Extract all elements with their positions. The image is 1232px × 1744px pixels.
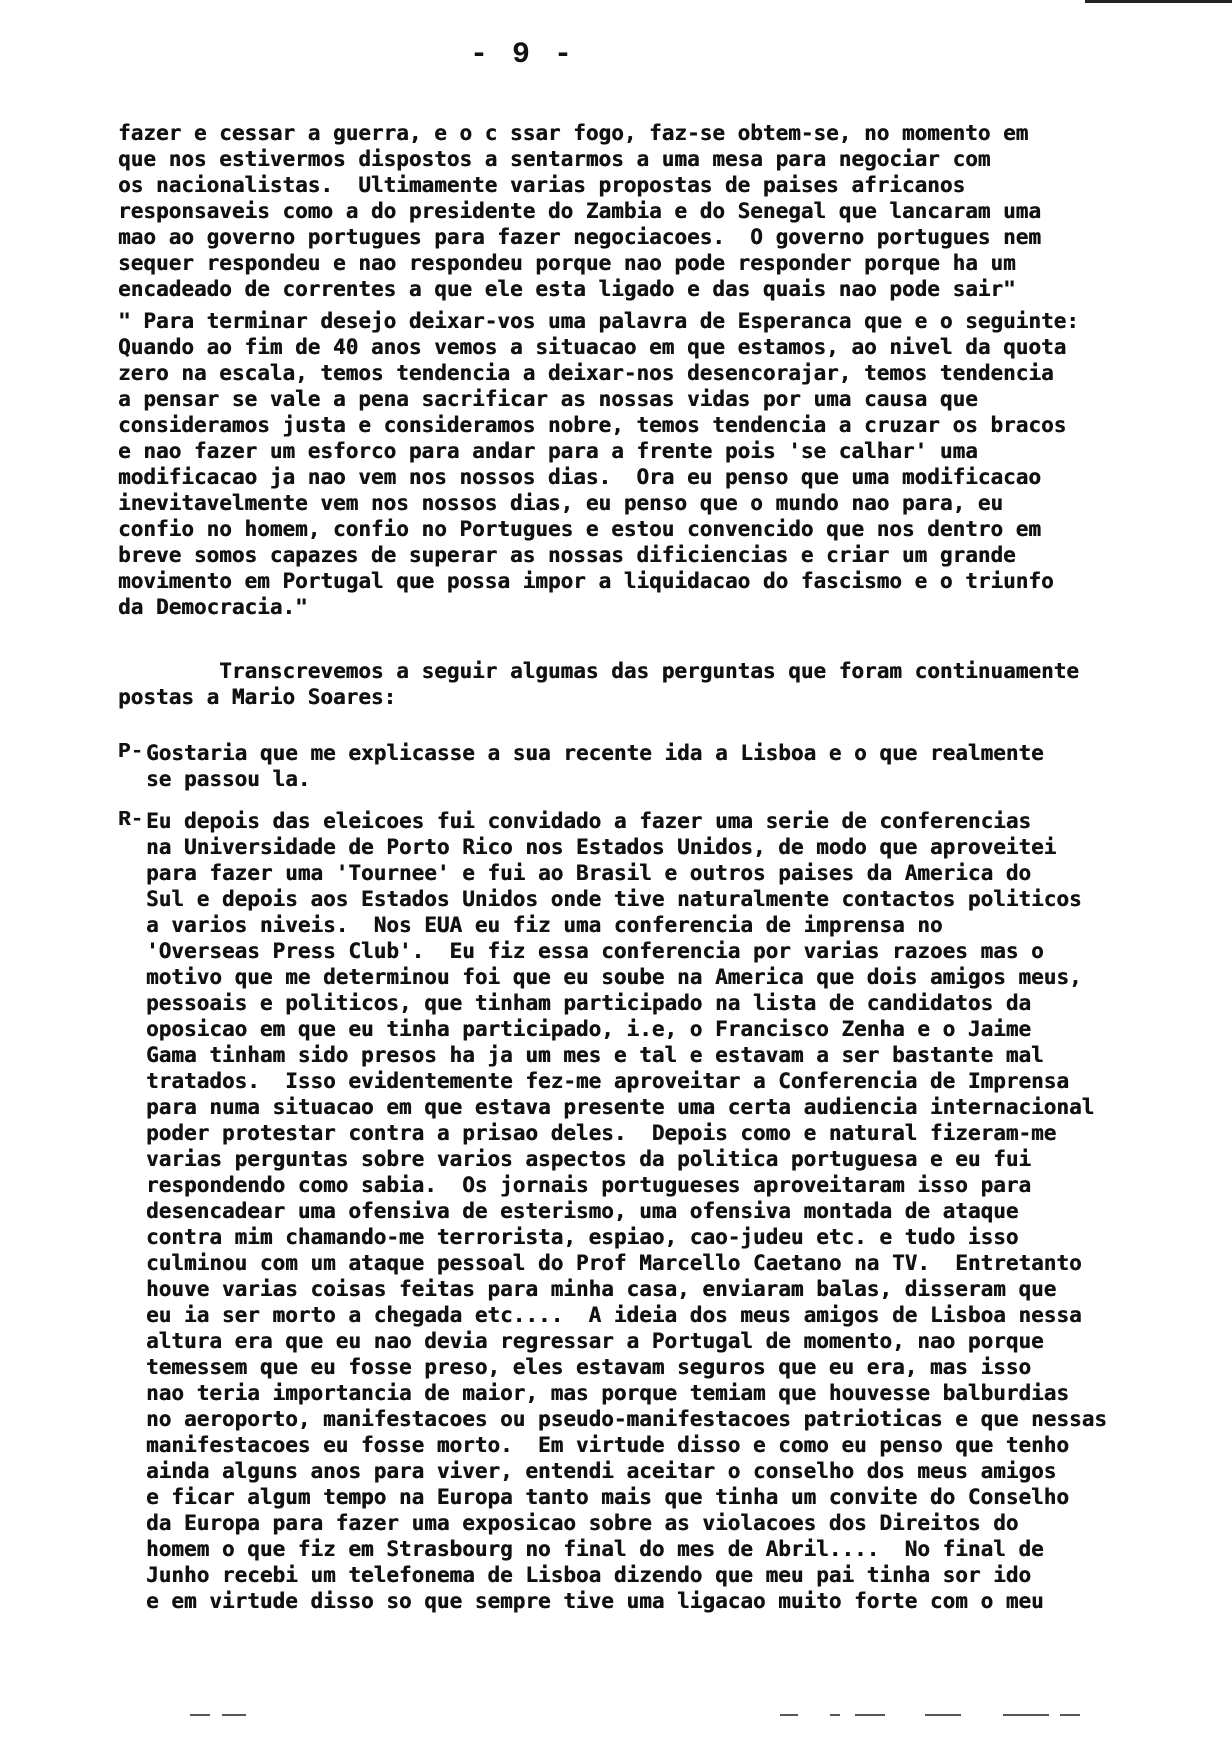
closing-quote-paragraph: " Para terminar desejo deixar-vos uma palavra de Esperanca que e o seguinte: Quando ao fim de 40 anos vemos a situacao em que estamos, ao nivel da quota zero na escala, temos tendencia a deixar-nos desencorajar, temos tendencia a pensar se vale a pena sacrificar as nossas vidas por uma causa que consideramos justa e consideramos nobre, temos tendencia a cruzar os bracos e nao fazer um esforco para andar para a frente pois 'se calhar' uma modificacao ja nao vem nos nossos dias. Ora eu penso que uma modificacao inevitavelmente vem nos nossos dias, eu penso que o mundo nao para, eu confio no homem, confio no Portugues e estou convencido que nos dentro em breve somos capazes de superar as nossas dificiencias e criar um grande movimento em Portugal que possa impor a liquidacao do fascismo e o triunfo da Democracia."	[118, 309, 1079, 619]
answer-entry	[118, 808, 1198, 1613]
question-text: Gostaria que me explicasse a sua recente ida a Lisboa e o que realmente se passou la.	[146, 741, 1044, 791]
question-marker: P-	[118, 741, 144, 764]
question-entry	[118, 740, 1198, 800]
scan-footer-marks	[0, 1714, 1232, 1720]
interview-intro-paragraph: Transcrevemos a seguir algumas das perguntas que foram continuamente postas a Mario Soares:	[118, 659, 1079, 709]
answer-text: Eu depois das eleicoes fui convidado a fazer uma serie de conferencias na Universidade de Porto Rico nos Estados Unidos, de modo que aproveitei para fazer uma 'Tournee' e fui ao Brasil e outros paises da America do Sul e depois aos Estados Unidos onde tive naturalmente contactos politicos a varios niveis. Nos EUA eu fiz uma conferencia de imprensa no 'Overseas Press Club'. Eu fiz essa conferencia por varias razoes mas o motivo que me determinou foi que eu soube na America que dois amigos meus, pessoais e politicos, que tinham participado na lista de candidatos da oposicao em que eu tinha participado, i.e, o Francisco Zenha e o Jaime Gama tinham sido presos ha ja um mes e tal e estavam a ser bastante mal tratados. Isso evidentemente fez-me aproveitar a Conferencia de Imprensa para numa situacao em que estava presente uma certa audiencia internacional poder protestar contra a prisao deles. Depois como e natural fizeram-me varias perguntas sobre varios aspectos da politica portuguesa e eu fui respondendo como sabia. Os jornais portugueses aproveitaram isso para desencadear uma ofensiva de esterismo, uma ofensiva montada de ataque contra mim chamando-me terrorista, espiao, cao-judeu etc. e tudo isso culminou com um ataque pessoal do Prof Marcello Caetano na TV. Entretanto houve varias coisas feitas para minha casa, enviaram balas, disseram que eu ia ser morto a chegada etc.... A ideia dos meus amigos de Lisboa nessa altura era que eu nao devia regressar a Portugal de momento, nao porque temessem que eu fosse preso, eles estavam seguros que eu era, mas isso nao teria importancia de maior, mas porque temiam que houvesse balburdias no aeroporto, manifestacoes ou pseudo-manifestacoes patrioticas e que nessas manifestacoes eu fosse morto. Em virtude disso e como eu penso que tenho ainda alguns anos para viver, entendi aceitar o conselho dos meus amigos e ficar algum tempo na Europa tanto mais que tinha um convite do Conselho da Europa para fazer uma exposicao sobre as violacoes dos Direitos do homem o que fiz em Strasbourg no final do mes de Abril.... No final de Junho recebi um telefonema de Lisboa dizendo que meu pai tinha sor ido e em virtude disso so que sempre tive uma ligacao muito forte com o meu	[146, 809, 1107, 1613]
continuation-paragraph: fazer e cessar a guerra, e o c ssar fogo, faz-se obtem-se, no momento em que nos estivermos dispostos a sentarmos a uma mesa para negociar com os nacionalistas. Ultimamente varias propostas de paises africanos responsaveis como a do presidente do Zambia e do Senegal que lancaram uma mao ao governo portugues para fazer negociacoes. O governo portugues nem sequer respondeu e nao respondeu porque nao pode responder porque ha um encadeado de correntes a que ele esta ligado e das quais nao pode sair"	[118, 121, 1041, 301]
page-number: - 9 -	[470, 38, 576, 72]
answer-marker: R-	[118, 809, 144, 832]
top-edge-rule	[1085, 0, 1232, 3]
